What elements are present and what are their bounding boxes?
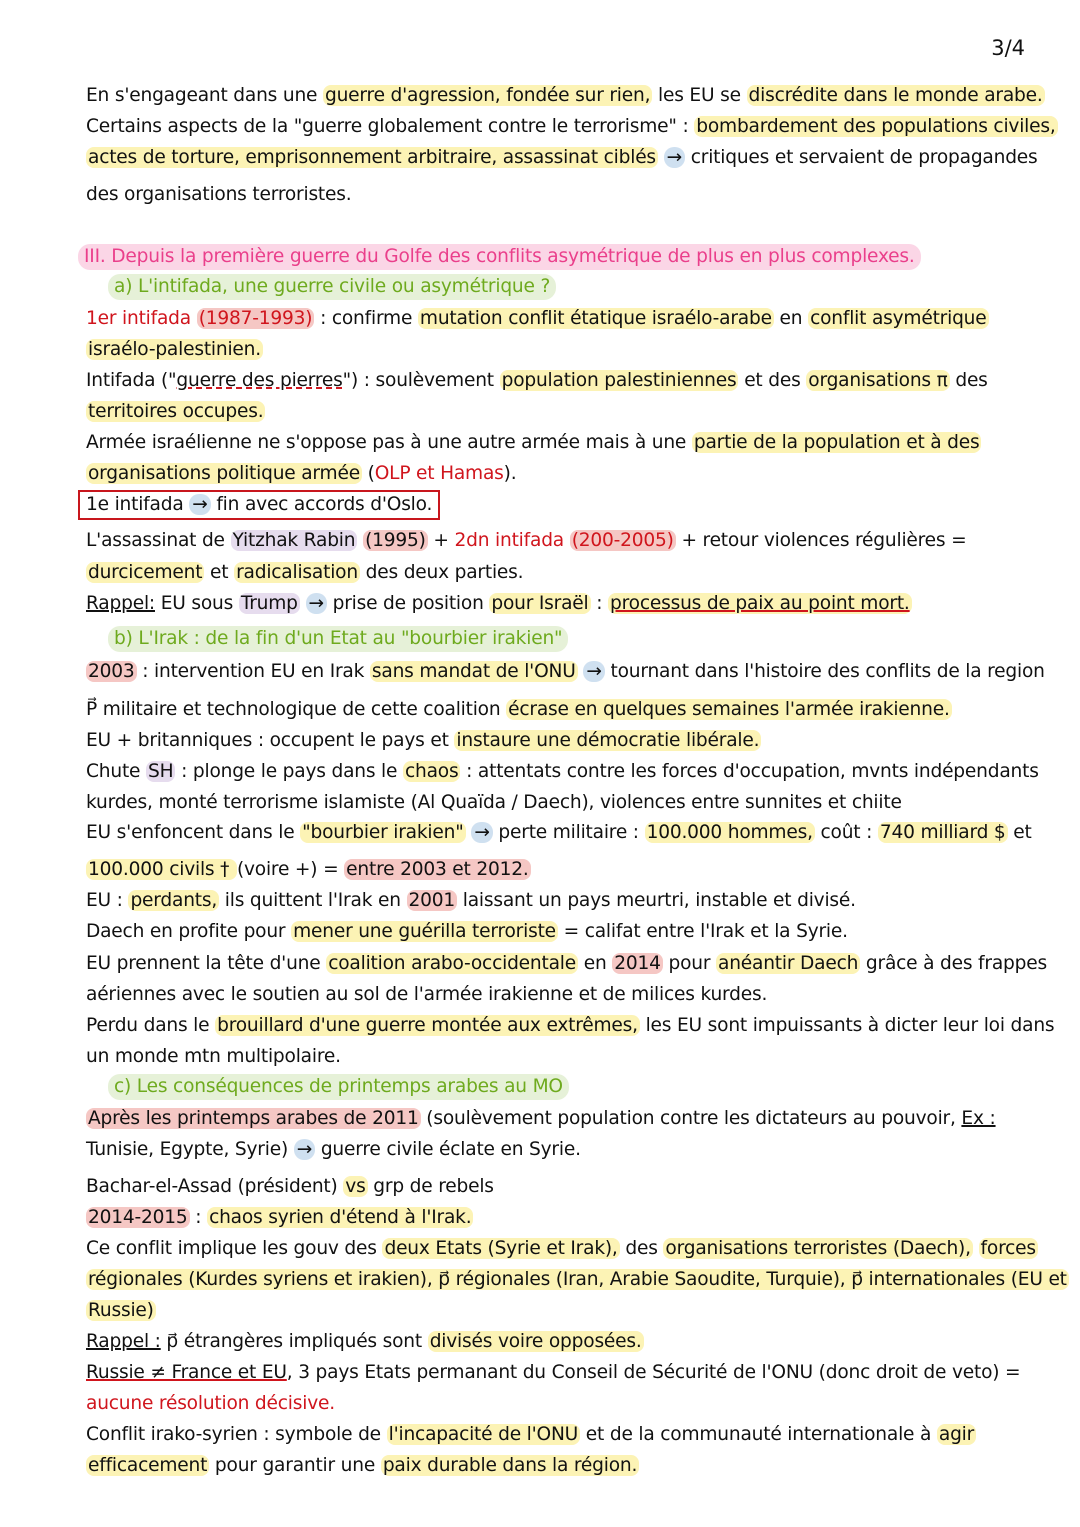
a-line-1: 1er intifada (1987-1993) : confirme mutation conflit étatique israélo-arabe en conflit asymétrique <box>86 308 987 329</box>
arrow-icon: → <box>294 1139 315 1160</box>
c-line-2: Tunisie, Egypte, Syrie) → guerre civile éclate en Syrie. <box>86 1139 581 1160</box>
b-line-6: EU s'enfoncent dans le "bourbier irakien" → perte militaire : 100.000 hommes, coût : 740 milliard $ et <box>86 822 1032 843</box>
b-line-9: Daech en profite pour mener une guérilla terroriste = califat entre l'Irak et la Syrie. <box>86 921 848 942</box>
a-line-7: L'assassinat de Yitzhak Rabin (1995) + 2dn intifada (200-2005) + retour violences régulières = <box>86 530 967 551</box>
b-line-8: EU : perdants, ils quittent l'Irak en 2001 laissant un pays meurtri, instable et divisé. <box>86 890 856 911</box>
arrow-icon: → <box>306 593 327 614</box>
c-line-6: régionales (Kurdes syriens et irakien), p⃗ régionales (Iran, Arabie Saoudite, Turquie), p⃗ internationales (EU et <box>88 1269 1067 1290</box>
subsection-a-title: a) L'intifada, une guerre civile ou asymétrique ? <box>108 274 556 300</box>
arrow-icon: → <box>664 147 685 168</box>
a-line-5: Armée israélienne ne s'oppose pas à une autre armée mais à une partie de la population et à des <box>86 432 980 453</box>
b-line-10: EU prennent la tête d'une coalition arabo-occidentale en 2014 pour anéantir Daech grâce à des frappes <box>86 953 1047 974</box>
oslo-boxed-note: 1e intifada → fin avec accords d'Oslo. <box>78 490 440 520</box>
c-line-8: Rappel : p⃗ étrangères impliqués sont divisés voire opposées. <box>86 1331 642 1352</box>
c-line-5: Ce conflit implique les gouv des deux Etats (Syrie et Irak), des organisations terroristes (Daech), forces <box>86 1238 1036 1259</box>
b-line-7: 100.000 civils † (voire +) = entre 2003 et 2012. <box>88 859 529 880</box>
c-line-11: Conflit irako-syrien : symbole de l'incapacité de l'ONU et de la communauté internationale à agir <box>86 1424 975 1445</box>
arrow-icon: → <box>471 822 492 843</box>
intro-line-1: En s'engageant dans une guerre d'agression, fondée sur rien, les EU se discrédite dans le monde arabe. <box>86 85 1043 106</box>
b-line-4: Chute SH : plonge le pays dans le chaos : attentats contre les forces d'occupation, mvnts indépendants <box>86 761 1039 782</box>
b-line-11: aériennes avec le soutien au sol de l'armée irakienne et de milices kurdes. <box>86 984 768 1005</box>
intro-line-2: Certains aspects de la "guerre globalement contre le terrorisme" : bombardement des populations civiles, <box>86 116 1056 137</box>
c-line-1: Après les printemps arabes de 2011 (soulèvement population contre les dictateurs au pouvoir, Ex : <box>88 1108 996 1129</box>
b-line-12: Perdu dans le brouillard d'une guerre montée aux extrêmes, les EU sont impuissants à dicter leur loi dans <box>86 1015 1055 1036</box>
c-line-12: efficacement pour garantir une paix durable dans la région. <box>88 1455 638 1476</box>
a-line-2: israélo-palestinien. <box>88 339 261 360</box>
a-line-6: organisations politique armée (OLP et Hamas). <box>88 463 517 484</box>
arrow-icon: → <box>189 494 210 515</box>
c-line-3: Bachar-el-Assad (président) vs grp de rebels <box>86 1176 494 1197</box>
intro-line-4: des organisations terroristes. <box>86 184 352 205</box>
subsection-c-title: c) Les conséquences de printemps arabes au MO <box>108 1074 569 1100</box>
b-line-5: kurdes, monté terrorisme islamiste (Al Quaïda / Daech), violences entre sunnites et chiite <box>86 792 902 813</box>
b-line-3: EU + britanniques : occupent le pays et instaure une démocratie libérale. <box>86 730 760 751</box>
a-line-3: Intifada ("guerre des pierres") : soulèvement population palestiniennes et des organisations π des <box>86 370 988 391</box>
section-title: III. Depuis la première guerre du Golfe des conflits asymétrique de plus en plus complexes. <box>78 244 921 270</box>
page-number: 3/4 <box>991 36 1025 60</box>
b-line-1: 2003 : intervention EU en Irak sans mandat de l'ONU → tournant dans l'histoire des conflits de la region <box>88 661 1045 682</box>
arrow-icon: → <box>583 661 604 682</box>
c-line-9: Russie ≠ France et EU, 3 pays Etats permanant du Conseil de Sécurité de l'ONU (donc droit de veto) = <box>86 1362 1021 1383</box>
a-line-4: territoires occupes. <box>88 401 264 422</box>
c-line-10: aucune résolution décisive. <box>86 1393 335 1414</box>
c-line-4: 2014-2015 : chaos syrien d'étend à l'Irak. <box>88 1207 472 1228</box>
intro-line-3: actes de torture, emprisonnement arbitraire, assassinat ciblés → critiques et servaient de propagandes <box>88 147 1038 168</box>
a-line-8: durcicement et radicalisation des deux parties. <box>88 562 524 583</box>
subsection-b-title: b) L'Irak : de la fin d'un Etat au "bourbier irakien" <box>108 626 568 652</box>
b-line-13: un monde mtn multipolaire. <box>86 1046 341 1067</box>
b-line-2: P⃗ militaire et technologique de cette coalition écrase en quelques semaines l'armée irakienne. <box>86 699 950 720</box>
a-line-9: Rappel: EU sous Trump → prise de position pour Israël : processus de paix au point mort. <box>86 593 910 614</box>
c-line-7: Russie) <box>88 1300 154 1321</box>
